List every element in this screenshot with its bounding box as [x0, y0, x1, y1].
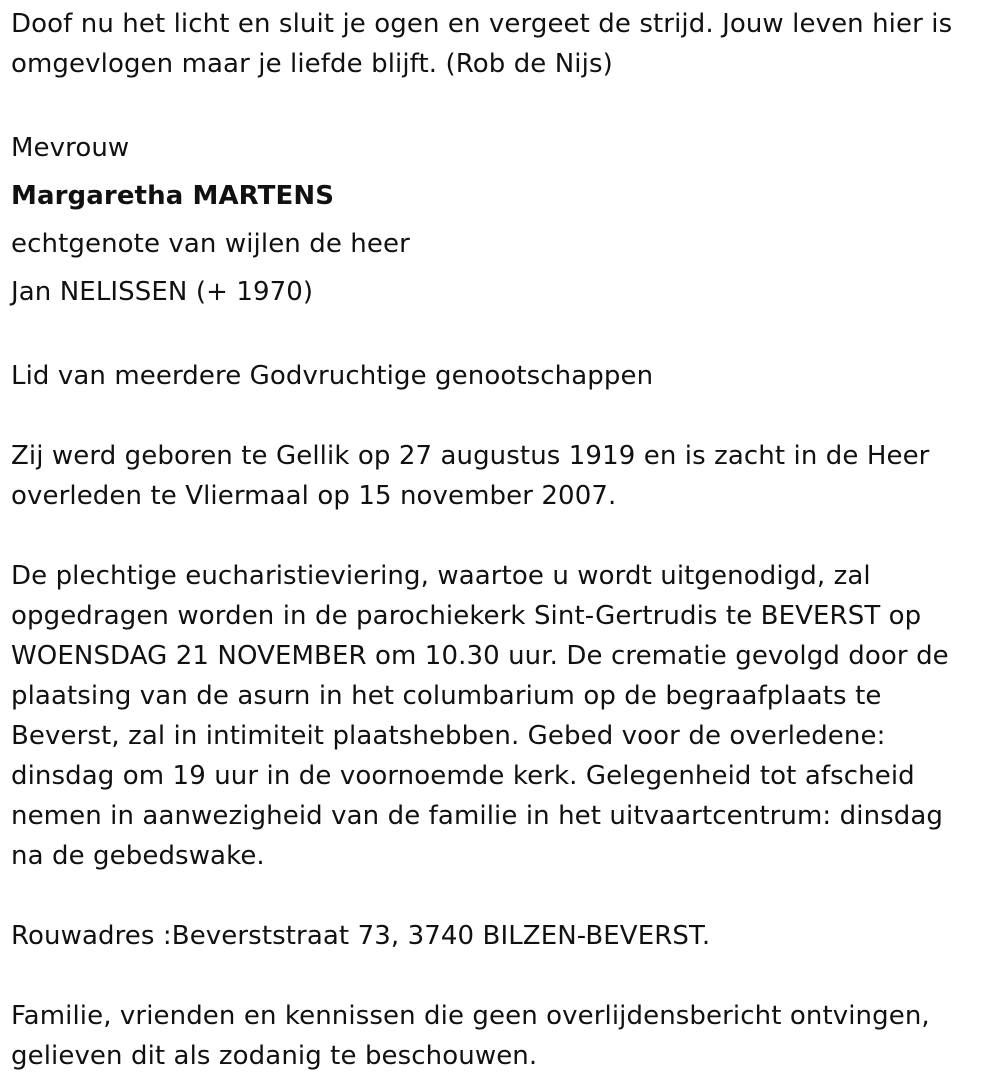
- identity-block: [11, 124, 986, 316]
- closing-line: Familie, vrienden en kennissen die geen overlijdensbericht ontvingen,: [11, 1001, 930, 1031]
- ceremony-line: opgedragen worden in de parochiekerk Sint-Gertrudis te BEVERST op: [11, 601, 922, 631]
- ceremony-line: WOENSDAG 21 NOVEMBER om 10.30 uur. De crematie gevolgd door de: [11, 641, 949, 671]
- address-paragraph: [11, 916, 986, 956]
- honorific: Mevrouw: [11, 133, 130, 163]
- ceremony-line: De plechtige eucharistieviering, waartoe u wordt uitgenodigd, zal: [11, 561, 871, 591]
- ceremony-line: Beverst, zal in intimiteit plaatshebben. Gebed voor de overledene:: [11, 721, 886, 751]
- relation-text: echtgenote van wijlen de heer: [11, 229, 410, 259]
- ceremony-line: na de gebedswake.: [11, 841, 265, 871]
- closing-line: gelieven dit als zodanig te beschouwen.: [11, 1041, 538, 1071]
- quote-line: Doof nu het licht en sluit je ogen en vergeet de strijd. Jouw leven hier is: [11, 9, 953, 39]
- membership-text: Lid van meerdere Godvruchtige genootschappen: [11, 361, 654, 391]
- closing-paragraph: [11, 996, 986, 1076]
- ceremony-line: plaatsing van de asurn in het columbarium op de begraafplaats te: [11, 681, 882, 711]
- birth-death-paragraph: [11, 436, 986, 516]
- membership-paragraph: [11, 356, 986, 396]
- spouse-name: Jan NELISSEN (+ 1970): [11, 277, 314, 307]
- mourning-address: Rouwadres :Beverststraat 73, 3740 BILZEN-BEVERST.: [11, 921, 711, 951]
- ceremony-line: dinsdag om 19 uur in de voornoemde kerk. Gelegenheid tot afscheid: [11, 761, 915, 791]
- quote-line: omgevlogen maar je liefde blijft. (Rob de Nijs): [11, 49, 613, 79]
- ceremony-line: nemen in aanwezigheid van de familie in het uitvaartcentrum: dinsdag: [11, 801, 944, 831]
- deceased-name: Margaretha MARTENS: [11, 181, 335, 211]
- birth-death-line: Zij werd geboren te Gellik op 27 augustus 1919 en is zacht in de Heer: [11, 441, 930, 471]
- obituary-notice: [11, 4, 986, 1076]
- birth-death-line: overleden te Vliermaal op 15 november 2007.: [11, 481, 617, 511]
- ceremony-paragraph: [11, 556, 986, 876]
- quote-paragraph: [11, 4, 986, 84]
